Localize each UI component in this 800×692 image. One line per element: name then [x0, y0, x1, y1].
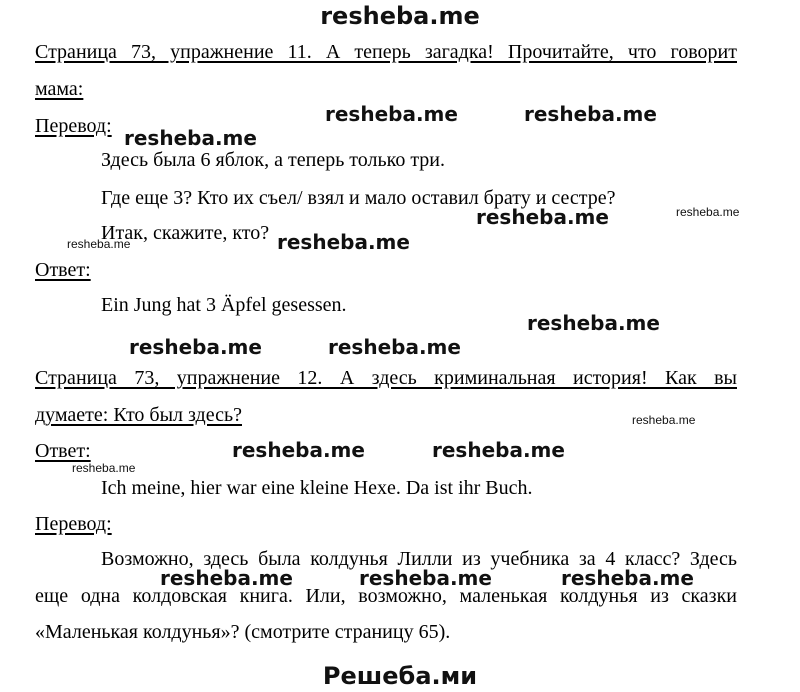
watermark: resheba.me	[527, 311, 660, 335]
answer-label: Ответ:	[35, 440, 91, 462]
watermark: resheba.me	[432, 438, 565, 462]
watermark: resheba.me	[561, 566, 694, 590]
exercise-11-heading-cont: мама:	[35, 78, 84, 100]
answer-text: Ein Jung hat 3 Äpfel gesessen.	[101, 294, 347, 316]
watermark: resheba.me	[160, 566, 293, 590]
translation-line: «Маленькая колдунья»? (смотрите страницу 65).	[35, 621, 451, 643]
exercise-11-heading: Страница 73, упражнение 11. А теперь загадка! Прочитайте, что говорит	[35, 41, 737, 63]
watermark: resheba.me	[359, 566, 492, 590]
exercise-12-heading: Страница 73, упражнение 12. А здесь криминальная история! Как вы	[35, 367, 737, 389]
watermark: resheba.me	[129, 335, 262, 359]
watermark-small: resheba.me	[67, 237, 131, 251]
translation-line: еще одна колдовская книга. Или, возможно, маленькая колдунья из сказки	[35, 585, 737, 607]
watermark: resheba.me	[325, 102, 458, 126]
site-header: resheba.me	[320, 2, 480, 30]
site-footer: Решеба.ми	[322, 662, 478, 690]
watermark: resheba.me	[476, 205, 609, 229]
watermark: resheba.me	[124, 126, 257, 150]
watermark: resheba.me	[277, 230, 410, 254]
translation-label: Перевод:	[35, 115, 112, 137]
watermark: resheba.me	[232, 438, 365, 462]
watermark-small: resheba.me	[632, 413, 696, 427]
watermark-small: resheba.me	[676, 205, 740, 219]
translation-label: Перевод:	[35, 513, 112, 535]
answer-text: Ich meine, hier war eine kleine Hexe. Da ist ihr Buch.	[101, 477, 533, 499]
exercise-12-heading-cont: думаете: Кто был здесь?	[35, 404, 242, 426]
watermark: resheba.me	[524, 102, 657, 126]
answer-label: Ответ:	[35, 259, 91, 281]
translation-line: Здесь была 6 яблок, а теперь только три.	[101, 149, 446, 171]
translation-line: Итак, скажите, кто?	[101, 222, 270, 244]
translation-line: Возможно, здесь была колдунья Лилли из учебника за 4 класс? Здесь	[101, 548, 737, 570]
watermark: resheba.me	[328, 335, 461, 359]
translation-line: Где еще 3? Кто их съел/ взял и мало оставил брату и сестре?	[101, 187, 616, 209]
watermark-small: resheba.me	[72, 461, 136, 475]
